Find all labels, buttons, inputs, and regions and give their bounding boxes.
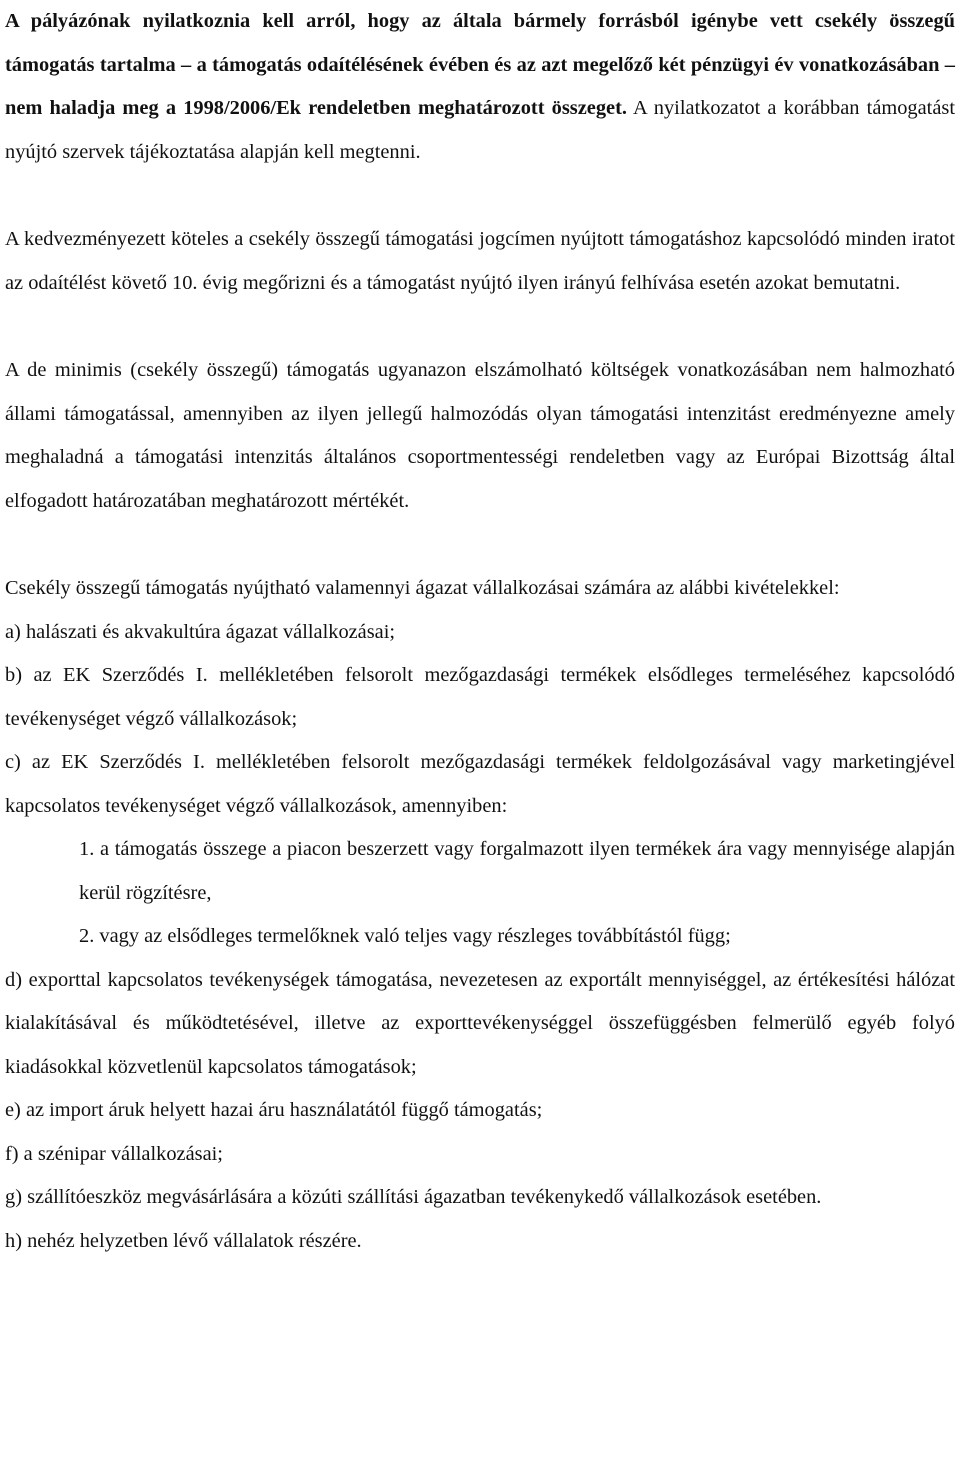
paragraph-de-minimis: A de minimis (csekély összegű) támogatás ugyanazon elszámolható költségek vonatkozásában nem halmozható állami támogatással, amennyiben az ilyen jellegű halmozódás olyan támogatási intenzitást eredményezne amely meghaladná a támogatási intenzitás általános csoportmentességi rendeletben vagy az Európai Bizottság által elfogadott határozatában meghatározott mértékét. — [5, 359, 955, 512]
list-item-a: a) halászati és akvakultúra ágazat vállalkozásai; — [5, 620, 396, 643]
list-item-e: e) az import áruk helyett hazai áru használatától függő támogatás; — [5, 1099, 543, 1121]
list-item-c: c) az EK Szerződés I. mellékletében felsorolt mezőgazdasági termékek feldolgozásával vagy marketingjével kapcsolatos tevékenységet végző vállalkozások, amennyiben: — [5, 751, 955, 817]
paragraph-gap — [5, 174, 955, 218]
list-item-h: h) nehéz helyzetben lévő vállalatok részére. — [5, 1229, 362, 1252]
list-item-f: f) a szénipar vállalkozásai; — [5, 1142, 223, 1165]
paragraph-declaration-rest: A nyilatkozatot a korábban támogatást nyújtó szervek tájékoztatása alapján kell megtenni. — [5, 97, 955, 163]
paragraph-exceptions-intro: Csekély összegű támogatás nyújtható valamennyi ágazat vállalkozásai számára az alábbi kivételekkel: — [5, 577, 840, 599]
list-item-g: g) szállítóeszköz megvásárlására a közúti szállítási ágazatban tevékenykedő vállalkozások esetében. — [5, 1186, 822, 1208]
list-item-d: d) exporttal kapcsolatos tevékenységek támogatása, nevezetesen az exportált mennyiséggel, az értékesítési hálózat kialakításával és működtetésével, illetve az exporttevékenységgel összefüggésben felmerülő egyéb folyó kiadásokkal közvetlenül kapcsolatos támogatások; — [5, 968, 955, 1078]
list-item-b: b) az EK Szerződés I. mellékletében felsorolt mezőgazdasági termékek elsődleges termeléséhez kapcsolódó tevékenységet végző vállalkozások; — [5, 664, 955, 730]
paragraph-gap — [5, 523, 955, 567]
list-item-c-1: 1. a támogatás összege a piacon beszerzett vagy forgalmazott ilyen termékek ára vagy mennyisége alapján kerül rögzítésre, — [79, 838, 955, 904]
list-item-c-2: 2. vagy az elsődleges termelőknek való teljes vagy részleges továbbítástól függ; — [79, 925, 731, 947]
paragraph-gap — [5, 305, 955, 349]
paragraph-document-retention: A kedvezményezett köteles a csekély összegű támogatási jogcímen nyújtott támogatáshoz kapcsolódó minden iratot az odaítélést követő 10. évig megőrizni és a támogatást nyújtó ilyen irányú felhívása esetén azokat bemutatni. — [5, 228, 955, 294]
document-page — [5, 0, 955, 1263]
paragraph-declaration-bold: A pályázónak nyilatkoznia kell arról, hogy az általa bármely forrásból igénybe vett csekély összegű támogatás tartalma – a támogatás odaítélésének évében és az azt megelőző két pénzügyi év vonatkozásában – nem haladja meg a 1998/2006/Ek rendeletben meghatározott összeget. — [5, 10, 955, 119]
paragraph-declaration — [5, 0, 955, 174]
